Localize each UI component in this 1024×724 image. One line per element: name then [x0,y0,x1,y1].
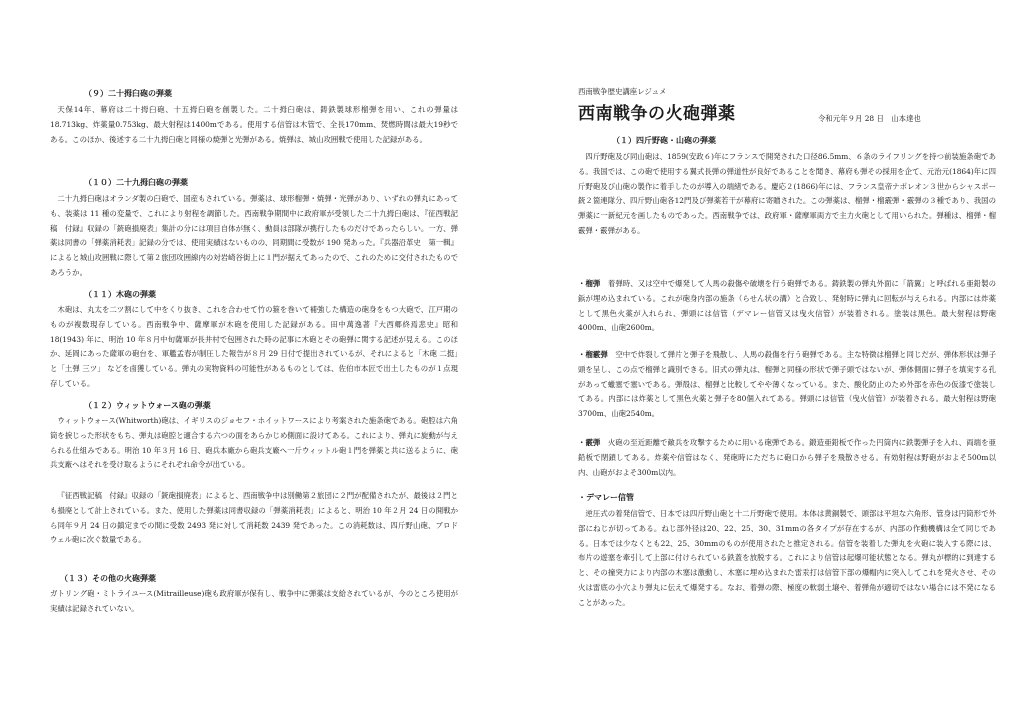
section-11-heading: （１１）木砲の弾薬 [84,290,156,299]
section-13-body: ガトリング砲・ミトライユース(Mitrailleuse)砲も政府軍が保有し、戦争中に弾薬は支給されているが、今のところ使用が実績は記録されていない。 [50,589,458,613]
shrapnel-body: 空中で炸裂して弾片と弾子を飛散し、人馬の殺傷を行う砲弾である。主な特徴は榴弾と同じだが、弾体形状は弾子頭を呈し、この点で榴弾と識別できる。旧式の弾丸は、榴弾と同様の形状で弾子頭ではないが、弾体側面に弾子を填実する孔があって蠟塞で塞いである。弾殻は、榴弾と比較してやや薄くなっている。また、酸化防止のため外部を赤色の仮漆で塗装してある。内部には炸薬として黒色火薬と弾子を80個入れてある。弾頭には信管（曳火信管）が装着される。最大射程は野砲3700m、山砲2540m。 [578,350,996,419]
section-9-heading: （９）二十拇臼砲の弾薬 [84,89,172,98]
section-12-body-2: 『征西戦記稿 付録』収録の「銃砲損廃表」によると、西南戦争中は別働第２旅団に２門が配備されたが、最後は２門とも損廃として計上されている。また、使用した弾薬は同書収録の「弾薬消耗表」によると、明治 10 年２月 24 日の開戦から同年９月 24 日の鎮定までの間に受数 2493 発に対して消耗数 2439 発であった。この消耗数は、四斤野山砲、ブロドウェル砲に次ぐ数量である。 [50,491,458,545]
section-11-body: 木砲は、丸太を二ツ割にして中をくり抜き、これを合わせて竹の箍を巻いて補強した構造の砲身をもつ大砲で、江戸期のものが複数現存している。西南戦争中、薩摩軍が木砲を使用した記録がある。田中萬逸著『大西郷終焉悲史』昭和 18(1943) 年に、明治 10 年８月中旬薩軍が長井村で包囲された時の記事に木砲とその砲弾に関する記述が見える。このほか、延岡にあった薩軍の砲台を、軍艦孟春が制圧した報告が８月 29 日付で提出されているが、それによると「木砲 二挺」と「土弾 三ツ」 などを鹵獲している。弾丸の実物資料の可能性があるものとしては、佐伯市本匠で出土したものが１点現存している。 [50,305,458,388]
section-10-body: 二十九拇臼砲はオランダ製の臼砲で、国産もされている。弾薬は、球形榴弾・焼弾・光弾があり、いずれの弾丸にあっても、装薬は 11 種の変量で、これにより射程を調節した。西南戦争期間中に政府軍が受領した二十九拇臼砲は、『征西戦記稿 付録』収録の「銃砲損廃表」集計の分には項目自体が無く、動員は部隊が携行したものだけであったらしい。一方、弾薬は同書の「弾薬消耗表」記録の分では、使用実績はないものの、同期間に受数が 190 発あった。『兵器沿革史 第一輯』によると城山攻囲戦に際して第２旅団攻囲線内の対岩崎谷街上に１門が据えてあったので、これのために交付されたものであろうか。 [50,194,458,277]
date-author: 令和元年９月 28 日 山本達也 [818,114,921,123]
section-1-body: 四斤野砲及び同山砲は、1859(安政６)年にフランスで開発された口径86.5mm、６条のライフリングを持つ前装施条砲である。我国では、この砲で使用する翼式長弾の弾道性が良好であることを聞き、幕府も弾その採用を企て、元治元(1864)年に四斤野砲及び山砲の製作に着手したのが導入の端緒である。慶応２(1866)年には、フランス皇帝ナポレオン３世からシャスポー銃２箇連隊分、四斤野山砲各12門及び弾薬若干が幕府に寄贈された。この弾薬は、榴弾・榴霰弾・霰弾の３種であり、我国の弾薬に一新紀元を画したものであった。西南戦争では、政府軍・薩摩軍両方で主力火砲として用いられた。弾種は、榴弾・榴霰弾・霰弾がある。 [578,152,996,235]
section-10-heading: （１０）二十九拇臼砲の弾薬 [84,178,188,187]
canister-paragraph [578,436,996,480]
grenade-label: ・榴弾 [578,279,601,288]
section-13-heading: （１３）その他の火砲弾薬 [60,574,156,583]
section-12-body-1: ウィットウォース(Whitworth)砲は、イギリスのジョセフ・ホイットワースにより考案された施条砲である。砲腔は六角筒を捩じった形状をもち、弾丸は砲腔と適合する六つの面をあらかじめ側面に設けてある。これにより、弾丸に旋動が与えられる仕組みである。明治 10 年３月 16 日、砲兵本廠から砲兵支廠へ一斤ウィットル砲１門を弾薬と共に送るように、砲兵支廠へはそれを受け取るようにそれぞれ命令が出ている。 [50,416,458,470]
right-page [578,0,996,724]
canister-label: ・霰弾 [578,438,601,447]
section-9-body: 天保14年、幕府は二十拇臼砲、十五拇臼砲を創製した。二十拇臼砲は、鋳鉄製球形榴弾を用い、これの弾量は18.713kg、炸薬量0.753kg、最大射程は1400mである。使用する信管は木管で、全長170mm、焚燃時間は最大19秒である。このほか、後述する二十九拇臼砲と同様の焼弾と光弾がある。焼弾は、城山攻囲戦で使用した記録がある。 [50,105,458,144]
grenade-paragraph [578,277,996,336]
section-1-heading: （１）四斤野砲・山砲の弾薬 [612,136,716,145]
canister-body: 火砲の至近距離で敵兵を攻撃するために用いる砲弾である。鍛造亜鉛板で作った円筒内に鉄製弾子を入れ、両端を亜鉛板で閉鎖してある。炸薬や信管はなく、発砲時にただちに砲口から弾子を飛散させる。有効射程は野砲がおよそ500m以内、山砲がおよそ300m以内。 [578,438,996,477]
series-label: 西南戦争歴史講座レジュメ [578,87,667,96]
shrapnel-paragraph [578,348,996,422]
document-title: 西南戦争の火砲弾薬 [578,104,736,124]
left-page [50,0,458,724]
section-12-heading: （１２）ウィットウォース砲の弾薬 [84,401,211,410]
shrapnel-label: ・榴霰弾 [578,350,608,359]
grenade-body: 着弾時、又は空中で爆発して人馬の殺傷や破壊を行う砲弾である。鋳鉄製の弾丸外面に「箭翼」と呼ばれる亜鉛製の鋲が埋め込まれている。これが砲身内部の施条（らせん状の溝）と合致し、発射時に弾丸に回転が与えられる。内部には炸薬として黒色火薬が入れられ、弾頭には信管（デマレー信管又は曳火信管）が装着される。塗装は黒色。最大射程は野砲4000m、山砲2600m。 [578,279,996,333]
fuze-label: ・デマレー信管 [578,493,634,502]
fuze-body: 逆圧式の着発信管で、日本では四斤野山砲と十二斤野砲で使用。本体は黄銅製で、頭部は平坦な六角形、管身は円筒形で外部にねじが切ってある。ねじ部外径は20、22、25、30、31mmの各タイプが存在するが、内部の作動機構は全て同じである。日本では少なくとも22、25、30mmのものが使用されたと推定される。信管を装着した弾丸を火砲に装入する際には、布片の遊塞を牽引して上部に付けられている鉄蓋を放脱する。これにより信管は起爆可能状態となる。弾丸が標的に到達すると、その撞突力により内部の木塞は激動し、木塞に埋め込まれた雷汞打は信管下部の爆帽内に突入してこれを発火させ、その火は雷底の小穴より弾丸に伝えて爆発する。なお、着弾の際、極度の軟弱土壌や、着弾角が適切ではない場合には不発になることがあった。 [578,509,997,607]
